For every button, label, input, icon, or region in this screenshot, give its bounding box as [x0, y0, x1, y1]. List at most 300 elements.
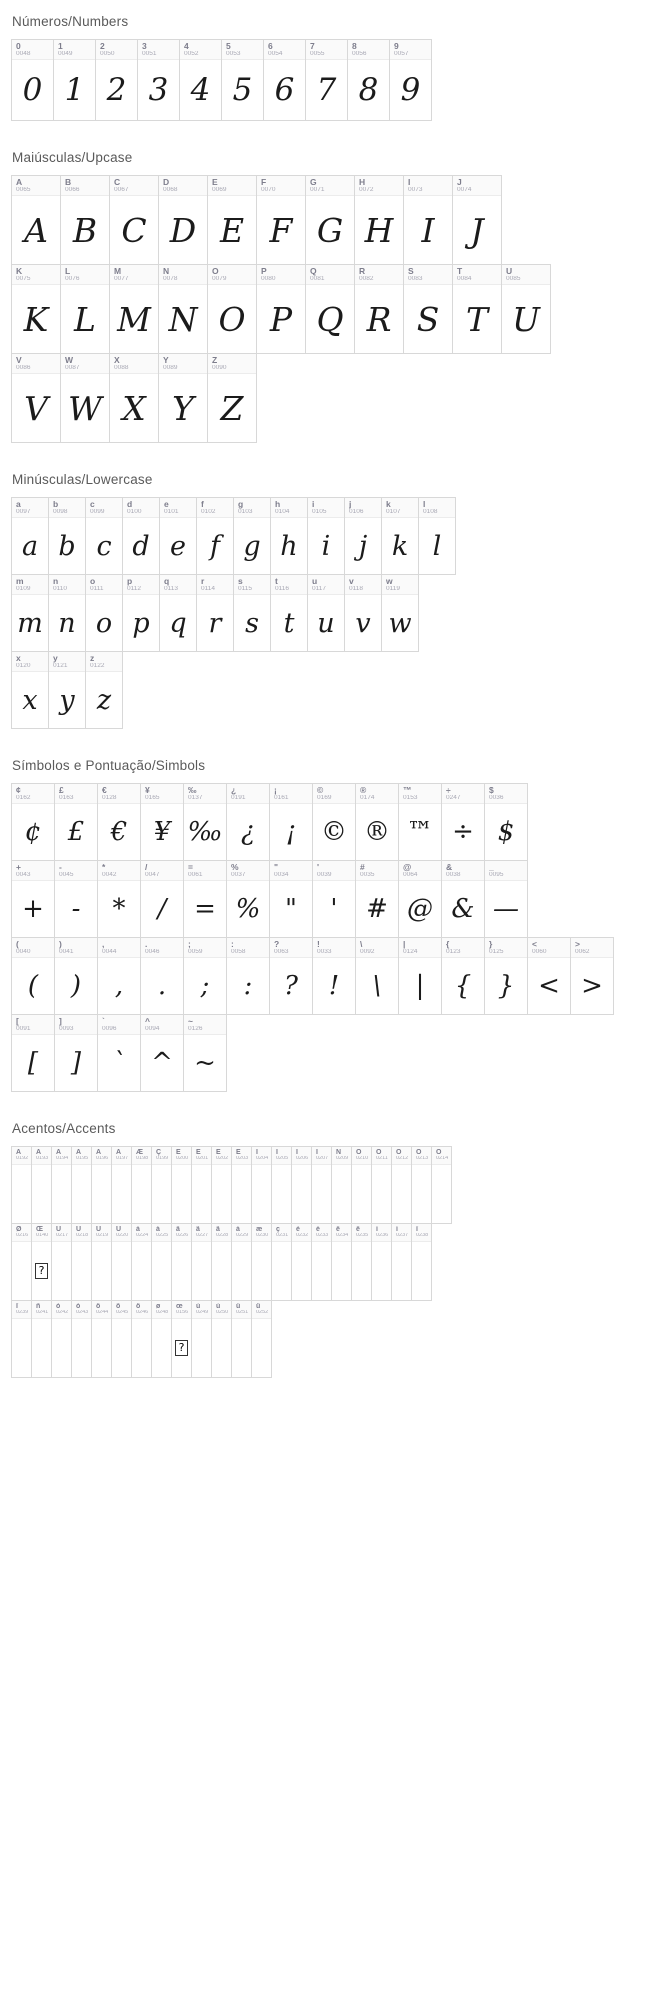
- glyph-cell[interactable]: [151, 1223, 172, 1301]
- glyph-cell[interactable]: [11, 651, 49, 729]
- glyph-character: ñ: [36, 1303, 41, 1310]
- glyph-cell[interactable]: [411, 1146, 432, 1224]
- glyph-cell[interactable]: [159, 574, 197, 652]
- glyph-preview: l: [432, 530, 442, 562]
- glyph-cell[interactable]: [151, 1300, 172, 1378]
- glyph-character: £: [59, 786, 64, 795]
- glyph-cell[interactable]: [307, 497, 345, 575]
- glyph-cell[interactable]: [183, 783, 227, 861]
- glyph-character: Ú: [76, 1226, 82, 1233]
- glyph-meta: [270, 784, 312, 804]
- glyph-cell[interactable]: [191, 1223, 212, 1301]
- glyph-character: e: [164, 500, 169, 509]
- glyph-preview: 1: [64, 72, 85, 108]
- glyph-cell[interactable]: [196, 574, 234, 652]
- glyph-character: ê: [336, 1226, 340, 1233]
- glyph-meta: [152, 1301, 171, 1319]
- glyph-cell[interactable]: [131, 1223, 152, 1301]
- glyph-cell[interactable]: [140, 783, 184, 861]
- glyph-cell[interactable]: [354, 264, 404, 354]
- glyph-preview: [192, 1242, 211, 1300]
- glyph-cell[interactable]: [270, 574, 308, 652]
- glyph-cell[interactable]: [418, 497, 456, 575]
- glyph-codepoint: 0102: [201, 508, 216, 515]
- glyph-cell[interactable]: [233, 497, 271, 575]
- glyph-character: è: [296, 1226, 300, 1233]
- glyph-cell[interactable]: [452, 175, 502, 265]
- glyph-cell[interactable]: [11, 860, 55, 938]
- glyph-cell[interactable]: [311, 1223, 332, 1301]
- glyph-meta: [172, 1224, 191, 1242]
- glyph-meta: [356, 784, 398, 804]
- glyph-codepoint: 0140: [36, 1233, 48, 1239]
- glyph-character: Û: [96, 1226, 102, 1233]
- glyph-character: Ü: [116, 1226, 122, 1233]
- glyph-meta: [271, 498, 307, 518]
- glyph-codepoint: 0206: [296, 1156, 308, 1162]
- glyph-codepoint: 0248: [156, 1310, 168, 1316]
- glyph-cell[interactable]: [97, 1014, 141, 1092]
- glyph-cell[interactable]: [60, 264, 110, 354]
- glyph-character: ï: [16, 1303, 18, 1310]
- glyph-cell[interactable]: [111, 1146, 132, 1224]
- glyph-character: I: [408, 178, 411, 187]
- glyph-cell[interactable]: [122, 574, 160, 652]
- glyph-cell[interactable]: [91, 1146, 112, 1224]
- glyph-meta: [32, 1224, 51, 1242]
- glyph-cell[interactable]: [431, 1146, 452, 1224]
- glyph-codepoint: 0137: [188, 794, 203, 801]
- glyph-character: ¡: [274, 786, 277, 795]
- glyph-cell[interactable]: [11, 1146, 32, 1224]
- glyph-codepoint: 0110: [53, 585, 67, 592]
- glyph-cell[interactable]: [441, 937, 485, 1015]
- section-title: Acentos/Accents: [12, 1121, 116, 1136]
- glyph-meta: [52, 1301, 71, 1319]
- glyph-preview: 0: [22, 72, 43, 108]
- glyph-cell[interactable]: [191, 1300, 212, 1378]
- glyph-cell[interactable]: [501, 264, 551, 354]
- glyph-grid: [0, 39, 661, 121]
- glyph-codepoint: 0118: [349, 585, 363, 592]
- glyph-preview: [32, 1242, 51, 1300]
- glyph-cell[interactable]: [71, 1146, 92, 1224]
- glyph-meta: [264, 40, 305, 60]
- glyph-cell[interactable]: [95, 39, 138, 121]
- glyph-character: p: [127, 577, 133, 586]
- glyph-meta: [184, 784, 226, 804]
- glyph-cell[interactable]: [269, 937, 313, 1015]
- glyph-character: 3: [142, 42, 147, 51]
- glyph-cell[interactable]: [11, 39, 54, 121]
- glyph-meta: [312, 1224, 331, 1242]
- glyph-codepoint: 0081: [310, 275, 325, 282]
- glyph-cell[interactable]: [221, 39, 264, 121]
- glyph-meta: [110, 176, 158, 196]
- glyph-character: {: [446, 940, 450, 949]
- glyph-cell[interactable]: [122, 497, 160, 575]
- glyph-cell[interactable]: [389, 39, 432, 121]
- glyph-cell[interactable]: [231, 1223, 252, 1301]
- glyph-cell[interactable]: [441, 860, 485, 938]
- glyph-cell[interactable]: [31, 1300, 52, 1378]
- glyph-codepoint: 0078: [163, 275, 178, 282]
- glyph-cell[interactable]: [312, 937, 356, 1015]
- glyph-cell[interactable]: [85, 651, 123, 729]
- glyph-character: É: [196, 1149, 201, 1156]
- glyph-cell[interactable]: [97, 860, 141, 938]
- glyph-cell[interactable]: [48, 651, 86, 729]
- glyph-cell[interactable]: [85, 574, 123, 652]
- glyph-cell[interactable]: [355, 783, 399, 861]
- glyph-cell[interactable]: [11, 574, 49, 652]
- glyph-cell[interactable]: [305, 175, 355, 265]
- glyph-codepoint: 0092: [360, 948, 375, 955]
- glyph-cell[interactable]: [97, 937, 141, 1015]
- glyph-cell[interactable]: [171, 1223, 192, 1301]
- glyph-codepoint: 0039: [317, 871, 332, 878]
- glyph-character: ]: [59, 1017, 62, 1026]
- glyph-cell[interactable]: [131, 1146, 152, 1224]
- glyph-codepoint: 0193: [36, 1156, 48, 1162]
- glyph-cell[interactable]: [11, 937, 55, 1015]
- glyph-character: ó: [76, 1303, 81, 1310]
- glyph-cell[interactable]: [97, 783, 141, 861]
- glyph-codepoint: 0251: [236, 1310, 248, 1316]
- glyph-cell[interactable]: [211, 1146, 232, 1224]
- glyph-cell[interactable]: [51, 1146, 72, 1224]
- glyph-cell[interactable]: [271, 1223, 292, 1301]
- glyph-preview: 9: [400, 72, 421, 108]
- glyph-cell[interactable]: [271, 1146, 292, 1224]
- glyph-meta: [257, 265, 305, 285]
- glyph-codepoint: 0084: [457, 275, 472, 282]
- glyph-cell[interactable]: [137, 39, 180, 121]
- glyph-meta: [12, 1015, 54, 1035]
- glyph-cell[interactable]: [263, 39, 306, 121]
- glyph-cell[interactable]: [140, 937, 184, 1015]
- glyph-cell[interactable]: [441, 783, 485, 861]
- glyph-cell[interactable]: [183, 937, 227, 1015]
- glyph-character: r: [201, 577, 205, 586]
- glyph-meta: [86, 575, 122, 595]
- glyph-cell[interactable]: [484, 937, 528, 1015]
- glyph-preview: [212, 1242, 231, 1300]
- glyph-character: +: [16, 863, 21, 872]
- glyph-cell[interactable]: [312, 783, 356, 861]
- glyph-cell[interactable]: [251, 1223, 272, 1301]
- glyph-cell[interactable]: [11, 264, 61, 354]
- glyph-character: E: [212, 178, 218, 187]
- glyph-codepoint: 0128: [102, 794, 117, 801]
- glyph-cell[interactable]: [54, 937, 98, 1015]
- glyph-meta: [123, 498, 159, 518]
- glyph-preview: Z: [220, 388, 244, 428]
- glyph-meta: [257, 176, 305, 196]
- glyph-character: ë: [356, 1226, 360, 1233]
- glyph-cell[interactable]: [31, 1146, 52, 1224]
- glyph-cell[interactable]: [355, 860, 399, 938]
- section-lowercase: [0, 458, 661, 744]
- glyph-cell[interactable]: [398, 937, 442, 1015]
- glyph-cell[interactable]: [159, 497, 197, 575]
- glyph-cell[interactable]: [191, 1146, 212, 1224]
- glyph-cell[interactable]: [251, 1300, 272, 1378]
- glyph-cell[interactable]: [344, 497, 382, 575]
- glyph-cell[interactable]: [51, 1300, 72, 1378]
- glyph-row: [11, 39, 661, 121]
- glyph-cell[interactable]: [11, 1300, 32, 1378]
- glyph-cell[interactable]: [484, 860, 528, 938]
- glyph-cell[interactable]: [140, 1014, 184, 1092]
- glyph-meta: [392, 1224, 411, 1242]
- glyph-cell[interactable]: [269, 860, 313, 938]
- glyph-cell[interactable]: [54, 1014, 98, 1092]
- glyph-cell[interactable]: [183, 1014, 227, 1092]
- glyph-cell[interactable]: [171, 1146, 192, 1224]
- glyph-cell[interactable]: [158, 264, 208, 354]
- glyph-character: K: [16, 267, 23, 276]
- glyph-cell[interactable]: [354, 175, 404, 265]
- glyph-cell[interactable]: [403, 175, 453, 265]
- glyph-cell[interactable]: [48, 574, 86, 652]
- glyph-cell[interactable]: [381, 497, 419, 575]
- glyph-cell[interactable]: [207, 175, 257, 265]
- glyph-character: æ: [256, 1226, 263, 1233]
- glyph-meta: [72, 1301, 91, 1319]
- glyph-meta: [112, 1301, 131, 1319]
- glyph-preview: —: [493, 894, 519, 924]
- glyph-cell[interactable]: [391, 1223, 412, 1301]
- glyph-cell[interactable]: [11, 353, 61, 443]
- glyph-codepoint: 0074: [457, 186, 472, 193]
- glyph-cell[interactable]: [171, 1300, 192, 1378]
- glyph-row: [11, 1014, 661, 1092]
- glyph-cell[interactable]: [291, 1223, 312, 1301]
- glyph-cell[interactable]: [71, 1223, 92, 1301]
- glyph-cell[interactable]: [54, 783, 98, 861]
- glyph-cell[interactable]: [344, 574, 382, 652]
- glyph-cell[interactable]: [11, 783, 55, 861]
- glyph-cell[interactable]: [179, 39, 222, 121]
- glyph-cell[interactable]: [270, 497, 308, 575]
- glyph-cell[interactable]: [411, 1223, 432, 1301]
- glyph-codepoint: 0043: [16, 871, 31, 878]
- glyph-cell[interactable]: [305, 264, 355, 354]
- glyph-cell[interactable]: [251, 1146, 272, 1224]
- glyph-codepoint: 0068: [163, 186, 178, 193]
- glyph-cell[interactable]: [398, 783, 442, 861]
- glyph-cell[interactable]: [91, 1223, 112, 1301]
- glyph-character: Ê: [216, 1149, 221, 1156]
- section-spacer: [0, 728, 661, 744]
- glyph-preview: @: [407, 894, 433, 924]
- glyph-character: q: [164, 577, 170, 586]
- glyph-cell[interactable]: [331, 1146, 352, 1224]
- glyph-cell[interactable]: [211, 1223, 232, 1301]
- glyph-cell[interactable]: [312, 860, 356, 938]
- glyph-character: S: [408, 267, 414, 276]
- glyph-character: 0: [16, 42, 21, 51]
- glyph-cell[interactable]: [151, 1146, 172, 1224]
- glyph-cell[interactable]: [347, 39, 390, 121]
- glyph-character: #: [360, 863, 365, 872]
- glyph-grid: [0, 175, 661, 443]
- glyph-cell[interactable]: [226, 783, 270, 861]
- glyph-cell[interactable]: [226, 937, 270, 1015]
- glyph-meta: [372, 1147, 391, 1165]
- glyph-codepoint: 0203: [236, 1156, 248, 1162]
- glyph-preview: [192, 1165, 211, 1223]
- glyph-cell[interactable]: [54, 860, 98, 938]
- glyph-meta: [399, 938, 441, 958]
- glyph-character: o: [90, 577, 96, 586]
- glyph-cell[interactable]: [207, 264, 257, 354]
- glyph-cell[interactable]: [226, 860, 270, 938]
- glyph-meta: [252, 1224, 271, 1242]
- glyph-cell[interactable]: [140, 860, 184, 938]
- glyph-preview: p: [132, 607, 150, 639]
- glyph-character: d: [127, 500, 133, 509]
- glyph-cell[interactable]: [60, 175, 110, 265]
- glyph-cell[interactable]: [207, 353, 257, 443]
- glyph-meta: [355, 176, 403, 196]
- glyph-cell[interactable]: [391, 1146, 412, 1224]
- glyph-meta: [234, 498, 270, 518]
- glyph-meta: [141, 1015, 183, 1035]
- glyph-cell[interactable]: [403, 264, 453, 354]
- glyph-cell[interactable]: [158, 353, 208, 443]
- glyph-preview: 2: [106, 72, 127, 108]
- glyph-cell[interactable]: [111, 1223, 132, 1301]
- glyph-cell[interactable]: [256, 264, 306, 354]
- glyph-preview: G: [316, 210, 344, 250]
- section-numbers: [0, 0, 661, 136]
- glyph-preview: [252, 1242, 271, 1300]
- glyph-cell[interactable]: [91, 1300, 112, 1378]
- glyph-cell[interactable]: [371, 1223, 392, 1301]
- glyph-codepoint: 0197: [116, 1156, 128, 1162]
- glyph-preview: [192, 1319, 211, 1377]
- glyph-character: í: [396, 1226, 398, 1233]
- glyph-cell[interactable]: [11, 1014, 55, 1092]
- glyph-cell[interactable]: [51, 1223, 72, 1301]
- glyph-preview: |: [415, 971, 425, 1001]
- glyph-cell[interactable]: [269, 783, 313, 861]
- glyph-cell[interactable]: [311, 1146, 332, 1224]
- glyph-meta: [49, 575, 85, 595]
- glyph-preview: €: [110, 817, 128, 847]
- glyph-cell[interactable]: [11, 175, 61, 265]
- glyph-preview: [92, 1319, 111, 1377]
- glyph-cell[interactable]: [381, 574, 419, 652]
- glyph-preview: !: [328, 971, 340, 1001]
- glyph-codepoint: 0227: [196, 1233, 208, 1239]
- glyph-cell[interactable]: [351, 1223, 372, 1301]
- glyph-codepoint: 0042: [102, 871, 117, 878]
- glyph-codepoint: 0070: [261, 186, 276, 193]
- glyph-codepoint: 0089: [163, 364, 178, 371]
- glyph-cell[interactable]: [355, 937, 399, 1015]
- glyph-preview: [312, 1165, 331, 1223]
- glyph-character: Í: [276, 1149, 278, 1156]
- glyph-cell[interactable]: [211, 1300, 232, 1378]
- glyph-character: ¥: [145, 786, 150, 795]
- glyph-cell[interactable]: [256, 175, 306, 265]
- section-upcase: [0, 136, 661, 458]
- glyph-cell[interactable]: [31, 1223, 52, 1301]
- glyph-cell[interactable]: [231, 1146, 252, 1224]
- glyph-cell[interactable]: [196, 497, 234, 575]
- glyph-cell[interactable]: [305, 39, 348, 121]
- glyph-cell[interactable]: [527, 937, 571, 1015]
- glyph-codepoint: 0196: [96, 1156, 108, 1162]
- glyph-meta: [92, 1224, 111, 1242]
- glyph-cell[interactable]: [331, 1223, 352, 1301]
- glyph-preview: d: [132, 530, 150, 562]
- glyph-codepoint: 0205: [276, 1156, 288, 1162]
- glyph-codepoint: 0121: [53, 662, 68, 669]
- glyph-cell[interactable]: [371, 1146, 392, 1224]
- glyph-character: 8: [352, 42, 357, 51]
- glyph-cell[interactable]: [183, 860, 227, 938]
- glyph-cell[interactable]: [53, 39, 96, 121]
- glyph-cell[interactable]: [570, 937, 614, 1015]
- glyph-cell[interactable]: [60, 353, 110, 443]
- glyph-cell[interactable]: [307, 574, 345, 652]
- glyph-codepoint: 0058: [231, 948, 246, 955]
- glyph-cell[interactable]: [71, 1300, 92, 1378]
- glyph-cell[interactable]: [109, 264, 159, 354]
- glyph-cell[interactable]: [131, 1300, 152, 1378]
- glyph-cell[interactable]: [291, 1146, 312, 1224]
- glyph-codepoint: 0218: [76, 1233, 88, 1239]
- glyph-cell[interactable]: [158, 175, 208, 265]
- glyph-meta: [12, 176, 60, 196]
- glyph-cell[interactable]: [109, 353, 159, 443]
- glyph-meta: [12, 265, 60, 285]
- glyph-preview: z: [96, 684, 112, 716]
- glyph-preview: [432, 1165, 451, 1223]
- glyph-cell[interactable]: [111, 1300, 132, 1378]
- glyph-character: á: [156, 1226, 160, 1233]
- glyph-cell[interactable]: [484, 783, 528, 861]
- glyph-character: ô: [96, 1303, 101, 1310]
- glyph-cell[interactable]: [48, 497, 86, 575]
- glyph-character: L: [65, 267, 71, 276]
- glyph-preview: [232, 1242, 251, 1300]
- glyph-cell[interactable]: [85, 497, 123, 575]
- section-title: Símbolos e Pontuação/Simbols: [12, 758, 206, 773]
- glyph-cell[interactable]: [11, 1223, 32, 1301]
- glyph-cell[interactable]: [233, 574, 271, 652]
- glyph-meta: [72, 1224, 91, 1242]
- glyph-meta: [98, 938, 140, 958]
- glyph-cell[interactable]: [351, 1146, 372, 1224]
- glyph-cell[interactable]: [231, 1300, 252, 1378]
- glyph-codepoint: 0088: [114, 364, 129, 371]
- glyph-cell[interactable]: [452, 264, 502, 354]
- glyph-cell[interactable]: [398, 860, 442, 938]
- glyph-cell[interactable]: [11, 497, 49, 575]
- glyph-meta: [272, 1147, 291, 1165]
- glyph-preview: [372, 1165, 391, 1223]
- glyph-meta: [372, 1224, 391, 1242]
- glyph-cell[interactable]: [109, 175, 159, 265]
- glyph-preview: ;: [200, 971, 210, 1001]
- glyph-meta: [123, 575, 159, 595]
- glyph-meta: [184, 938, 226, 958]
